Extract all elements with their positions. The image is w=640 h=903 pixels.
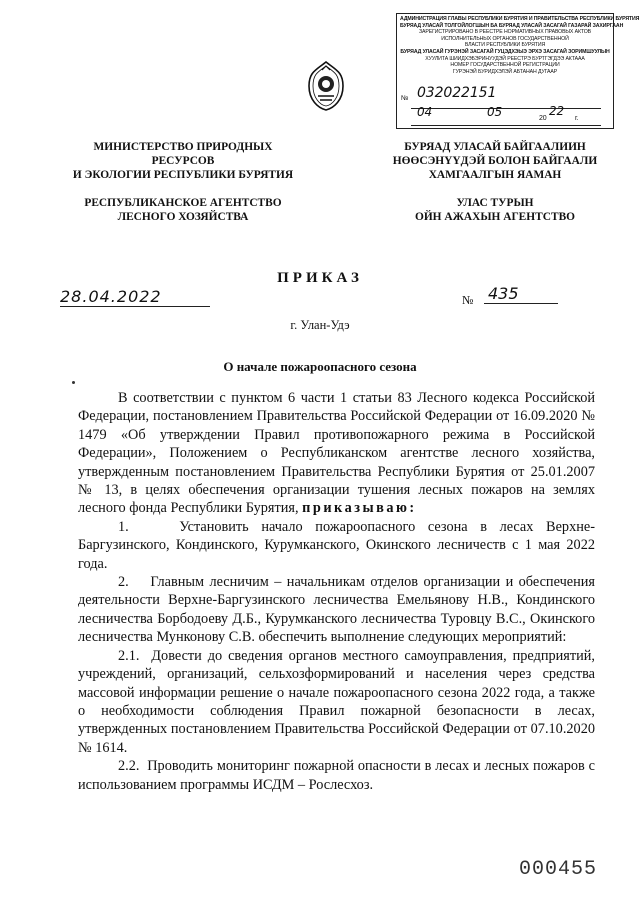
document-title: ПРИКАЗ [277,270,363,286]
document-date: 28.04.2022 [60,287,210,307]
agency-name-bur [372,196,618,224]
stamp-line: ВЛАСТИ РЕСПУБЛИКИ БУРЯТИЯ [464,42,546,49]
stamp-date-line [411,125,601,126]
stamp-line: ГУРЭНЭЙ БУРИДХЭЛЭЙ АБТАНАН ДУГААР [452,68,558,75]
agency-name-ru [68,196,298,224]
page-code: 000455 [519,858,598,881]
document-number: 435 [484,284,558,304]
registration-stamp [396,13,640,129]
agency-name-bur-line: УЛАС ТУРЫН [456,197,534,209]
ministry-name-ru [68,140,298,182]
stamp-line: НОМЕР ГОСУДАРСТВЕННОЙ РЕГИСТРАЦИИ [450,62,560,69]
ministry-name-ru-line: И ЭКОЛОГИИ РЕСПУБЛИКИ БУРЯТИЯ [72,169,294,181]
republic-emblem-icon [306,60,346,112]
scan-dot-mark [72,381,75,384]
item-paragraph: 1. Установить начало пожароопасного сезона в лесах Верхне-Баргузинского, Кондинского, Курумканского, Окинского лесничеств с 1 мая 2022 года. [78,518,595,572]
stamp-reg-year-suffix: 22 [549,104,565,118]
stamp-reg-year-tail: г. [575,115,579,122]
document-number-sign: № [462,293,474,307]
item-paragraph: 2.2. Проводить мониторинг пожарной опасности в лесах и лесных пожаров с использованием программы ИСДМ – Рослесхоз. [78,758,595,793]
item-paragraph: 2.1. Довести до сведения органов местного самоуправления, предприятий, учреждений, организаций, сельхозформирований и населения через средства массовой информации решение о начале пожароопасного сезона 2022 года, а также о необходимости соблюдения Правил пожарной безопасности в лесах, утвержденных постановлением Правительства Российской Федерации от 07.10.2020 № 1614. [78,647,595,756]
stamp-line: ЗАРЕГИСТРИРОВАНО В РЕЕСТРЕ НОРМАТИВНЫХ ПРАВОВЫХ АКТОВ [418,29,592,36]
stamp-reg-year-prefix: 20 [539,115,547,122]
stamp-line: БУРЯАД УЛАСАЙ ТОЛГОЙЛОГШЫН БА БУРЯАД УЛАСАЙ ЗАСАГАЙ ГАЗАРАЙ ЗАХИРГААН [400,22,624,29]
document-city: г. Улан-Удэ [290,318,350,332]
agency-name-ru-line: ЛЕСНОГО ХОЗЯЙСТВА [117,211,249,223]
ministry-name-ru-line: МИНИСТЕРСТВО ПРИРОДНЫХ РЕСУРСОВ [93,141,273,167]
ministry-name-bur-line: НӨӨСЭНҮҮДЭЙ БОЛОН БАЙГААЛИ [392,155,598,167]
stamp-line: БУРЯАД УЛАСАЙ ГУРЭНЭЙ ЗАСАГАЙ ГУЦЭДХЭЫЭ ЭРХЭ ЗАСАГАЙ ЗОРИМШУУЛЫН [400,48,610,55]
stamp-line: АДМИНИСТРАЦИЯ ГЛАВЫ РЕСПУБЛИКИ БУРЯТИЯ И ПРАВИТЕЛЬСТВА РЕСПУБЛИКИ БУРЯТИЯ [400,16,640,22]
stamp-number-line [411,108,601,109]
stamp-reg-month: 05 [487,105,503,119]
stamp-line: ХУУЛИТА ШИИДХЭБЭРИНУУДЭЙ РЕЕСТРЭ БУРТГЭГДЭЭ АКТААА [425,55,585,62]
document-body [78,389,595,794]
document-subject: О начале пожароопасного сезона [223,359,417,374]
intro-text: В соответствии с пунктом 6 части 1 статьи 83 Лесного кодекса Российской Федерации, постановлением Правительства Российской Федерации от 16.09.2020 № 1479 «Об утверждении Правил противопожарного режима в Российской Федерации», Положением о Республиканском агентстве лесного хозяйства, утвержденным постановлением Правительства Республики Бурятия от 25.01.2007 № 13, в целях обеспечения организации тушения лесных пожаров на землях лесного фонда Республики Бурятия, [78,390,595,517]
stamp-reg-day: 04 [417,105,433,119]
stamp-reg-prefix: № [401,95,409,102]
ministry-name-bur-line: БУРЯАД УЛАСАЙ БАЙГААЛИИН [404,141,586,153]
agency-name-bur-line: ОЙН АЖАХЫН АГЕНТСТВО [414,211,576,223]
stamp-line: ИСПОЛНИТЕЛЬНЫХ ОРГАНОВ ГОСУДАРСТВЕННОЙ [441,35,569,42]
stamp-reg-number: 032022151 [417,85,497,101]
order-word: приказываю: [302,500,417,517]
ministry-name-bur [372,140,618,182]
agency-name-ru-line: РЕСПУБЛИКАНСКОЕ АГЕНТСТВО [84,197,282,209]
ministry-name-bur-line: ХАМГААЛГЫН ЯАМАН [428,169,562,181]
intro-paragraph [78,389,595,518]
item-paragraph: 2. Главным лесничим – начальникам отделов организации и обеспечения деятельности Верхне-Баргузинского лесничества Емельянову Н.В., Кондинского лесничества Борбодоеву Д.Б., Курумканского лесничества Туровцу В.С., Окинского лесничества Мунконову С.В. обеспечить выполнение следующих мероприятий: [78,574,595,646]
